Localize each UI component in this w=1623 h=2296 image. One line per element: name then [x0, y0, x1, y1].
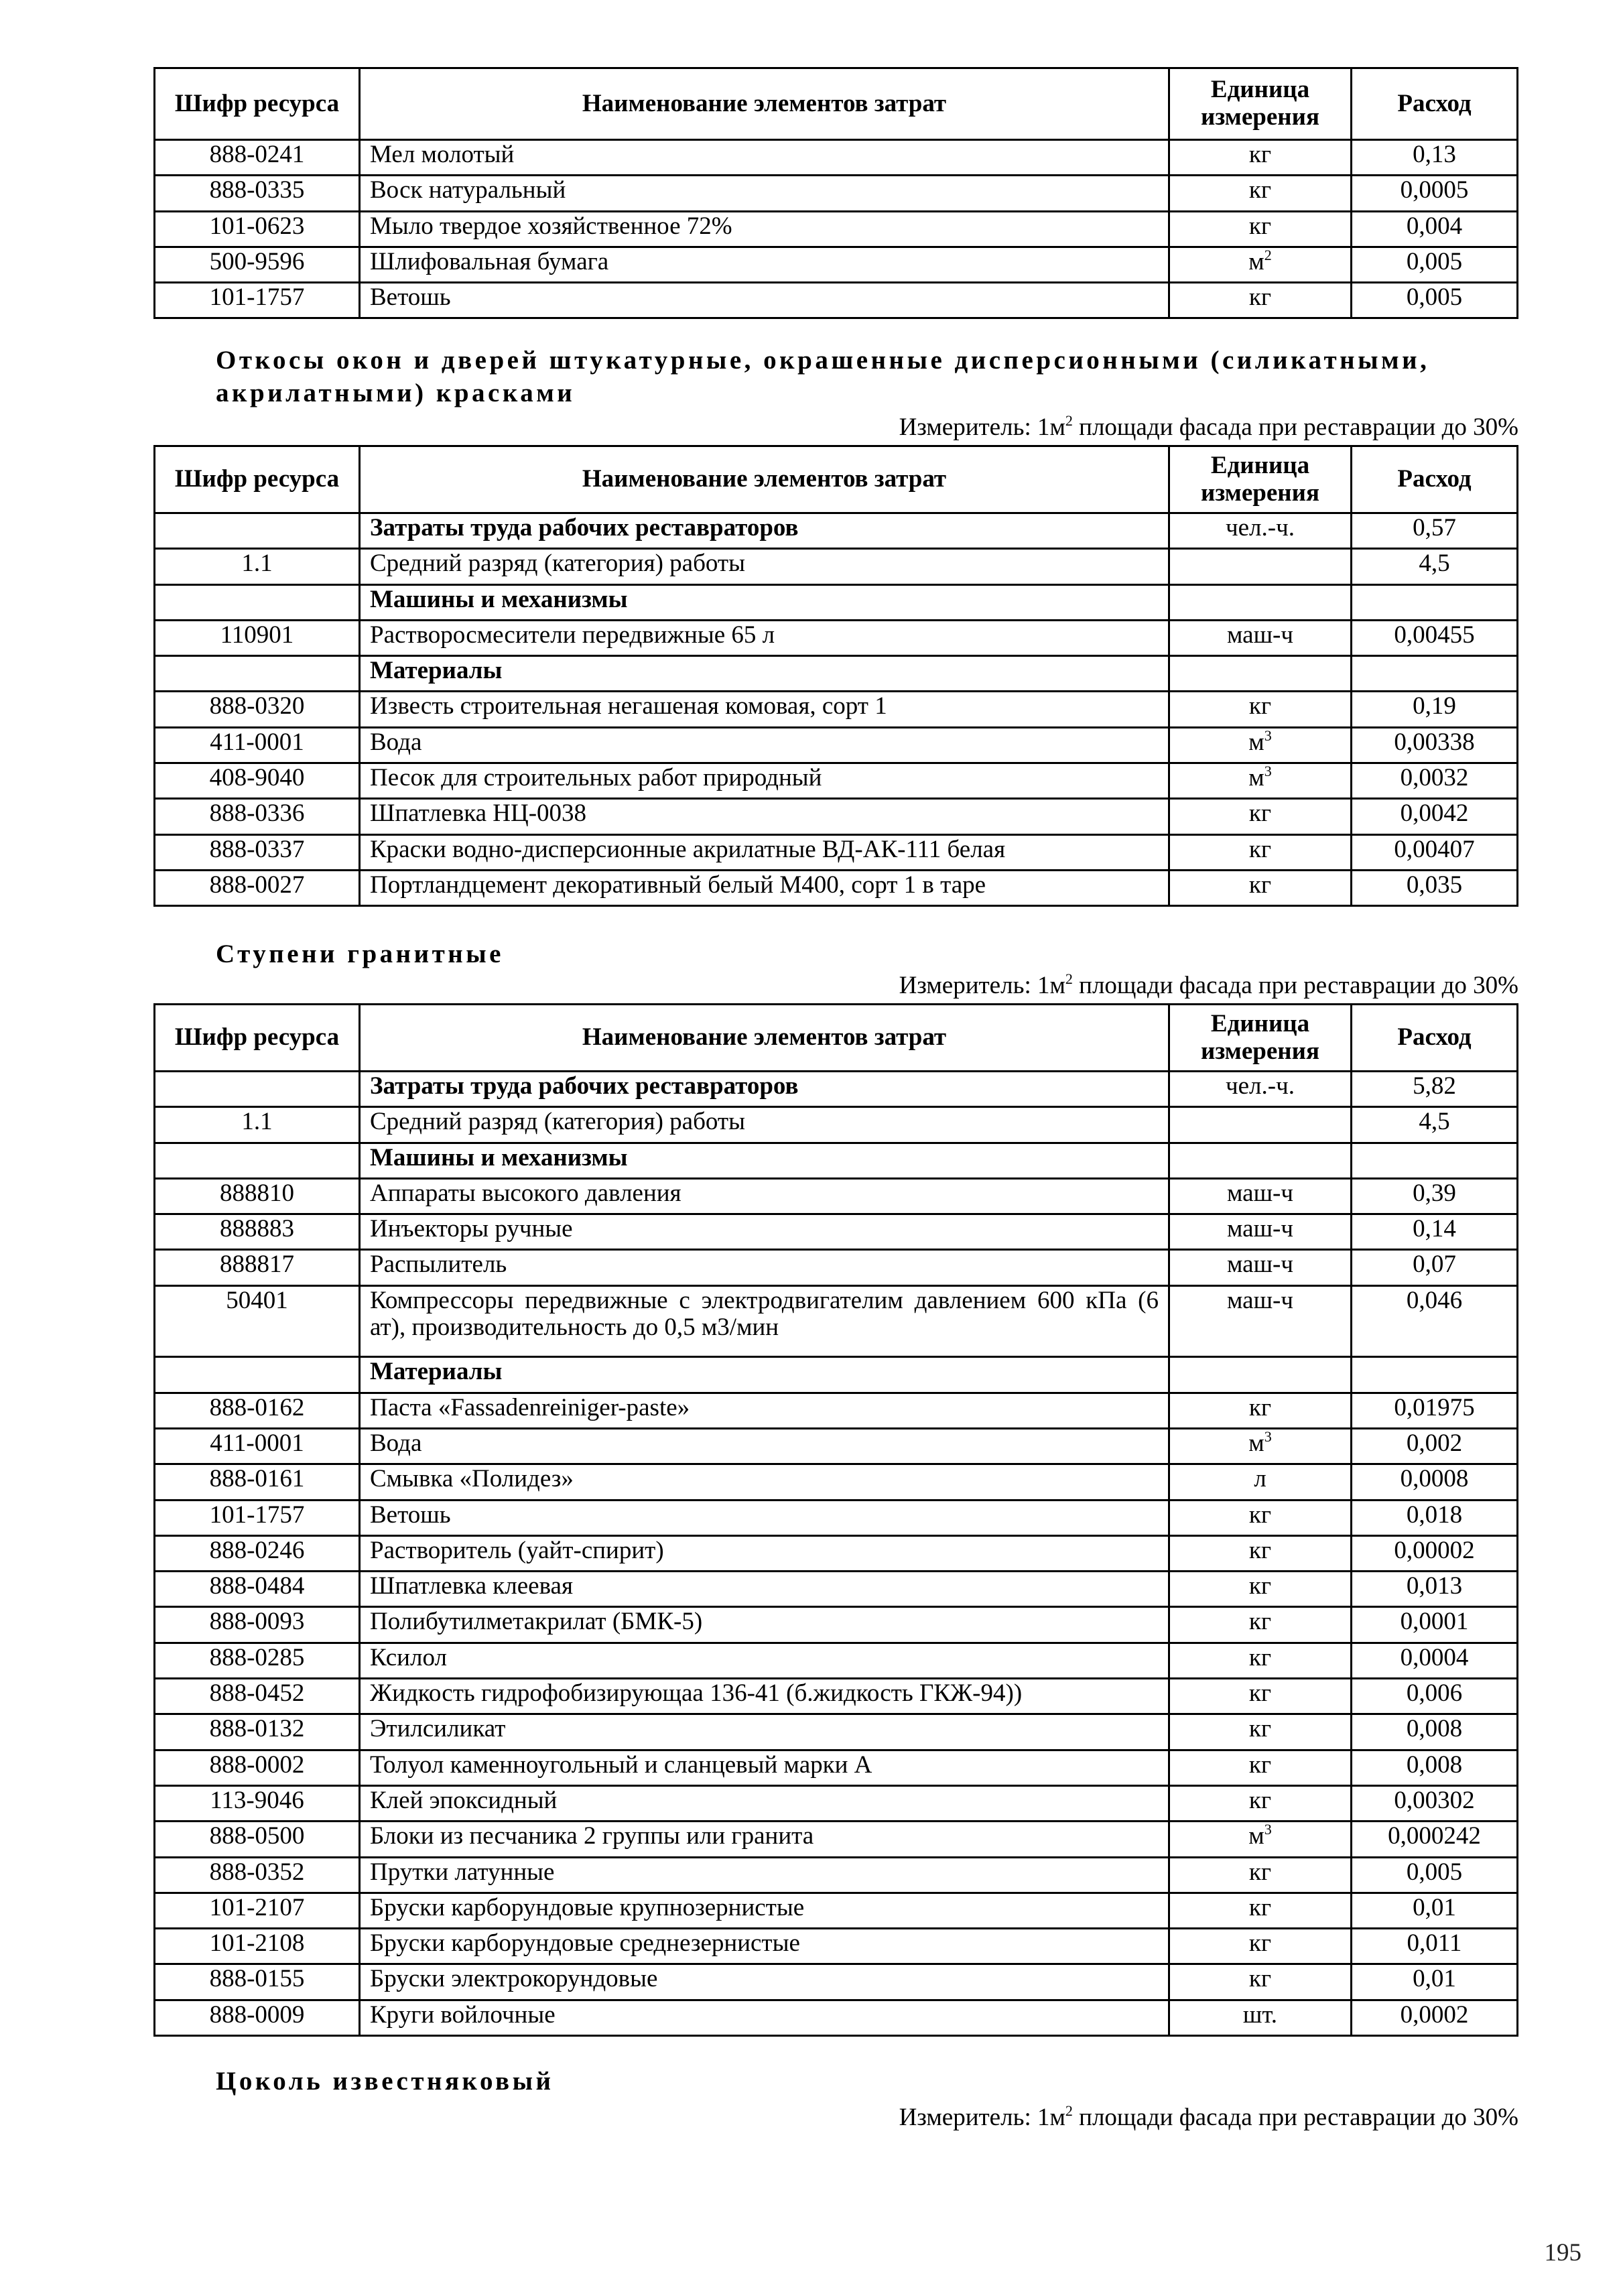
resource-code: 888-0161 — [155, 1464, 360, 1500]
consumption-value: 4,5 — [1352, 1107, 1518, 1143]
table-row — [155, 1964, 1518, 2000]
consumption-value: 0,006 — [1352, 1679, 1518, 1714]
header-unit: Единица измерения — [1169, 68, 1352, 140]
unit-of-measure — [1169, 1643, 1352, 1678]
unit-of-measure — [1169, 1893, 1352, 1928]
unit-text: кг — [1248, 1643, 1272, 1671]
consumption-value: 0,00338 — [1352, 727, 1518, 763]
unit-text: кг — [1248, 1536, 1272, 1564]
consumption-value: 0,0005 — [1352, 176, 1518, 211]
consumption-value: 0,13 — [1352, 140, 1518, 176]
resource-code: 888-0002 — [155, 1750, 360, 1785]
unit-text: кг — [1248, 1393, 1272, 1421]
cost-element-name: Ксилол — [360, 1643, 1169, 1678]
consumption-value: 0,14 — [1352, 1214, 1518, 1250]
resource-code: 888883 — [155, 1214, 360, 1250]
table-row — [155, 1857, 1518, 1893]
resource-code: 888-0162 — [155, 1393, 360, 1428]
unit-of-measure — [1169, 1750, 1352, 1785]
table-row — [155, 549, 1518, 584]
unit-of-measure — [1169, 1572, 1352, 1607]
cost-element-name: Паста «Fassadenreiniger-paste» — [360, 1393, 1169, 1428]
consumption-value: 0,035 — [1352, 870, 1518, 905]
cost-element-name: Воск натуральный — [360, 176, 1169, 211]
unit-of-measure — [1169, 1500, 1352, 1535]
header-consumption: Расход — [1352, 68, 1518, 140]
unit-of-measure — [1169, 1929, 1352, 1964]
table-row — [155, 211, 1518, 247]
unit-of-measure — [1169, 1393, 1352, 1428]
resource-table-2 — [153, 445, 1518, 907]
consumption-value: 0,01975 — [1352, 1393, 1518, 1428]
cost-element-name: Материалы — [360, 656, 1169, 692]
unit-text: чел.-ч. — [1226, 514, 1295, 541]
cost-element-name: Шлифовальная бумага — [360, 247, 1169, 282]
resource-code: 408-9040 — [155, 763, 360, 799]
resource-table-1 — [153, 67, 1518, 319]
consumption-value: 0,046 — [1352, 1285, 1518, 1357]
resource-code: 888-0027 — [155, 870, 360, 905]
cost-element-name: Растворитель (уайт-спирит) — [360, 1535, 1169, 1571]
unit-of-measure — [1169, 247, 1352, 282]
cost-element-name: Портландцемент декоративный белый М400, сорт 1 в таре — [360, 870, 1169, 905]
resource-code: 888-0500 — [155, 1822, 360, 1857]
table-row — [155, 1500, 1518, 1535]
unit-exponent: 3 — [1264, 1427, 1272, 1445]
resource-code: 888-0337 — [155, 834, 360, 870]
unit-of-measure — [1169, 1250, 1352, 1285]
resource-table-3 — [153, 1003, 1518, 2037]
cost-element-name: Бруски карборундовые среднезернистые — [360, 1929, 1169, 1964]
resource-code: 888-0484 — [155, 1572, 360, 1607]
unit-of-measure — [1169, 656, 1352, 692]
cost-element-name: Компрессоры передвижные с электродвигателим давлением 600 кПа (6 ат), производительность до 0,5 м3/мин — [360, 1285, 1169, 1357]
cost-element-name: Средний разряд (категория) работы — [360, 1107, 1169, 1143]
unit-text: шт. — [1242, 2000, 1278, 2029]
resource-code: 411-0001 — [155, 1428, 360, 1464]
resource-code: 101-1757 — [155, 283, 360, 318]
resource-code: 888-0155 — [155, 1964, 360, 2000]
cost-element-name: Песок для строительных работ природный — [360, 763, 1169, 799]
unit-text: кг — [1248, 1608, 1272, 1636]
resource-code: 1.1 — [155, 549, 360, 584]
unit-of-measure — [1169, 692, 1352, 727]
unit-text: маш-ч — [1226, 1251, 1293, 1279]
cost-element-name: Распылитель — [360, 1250, 1169, 1285]
header-unit: Единица измерения — [1169, 446, 1352, 513]
header-code: Шифр ресурса — [155, 446, 360, 513]
cost-element-name: Клей эпоксидный — [360, 1785, 1169, 1821]
unit-exponent: 3 — [1264, 726, 1272, 744]
table-row — [155, 1714, 1518, 1750]
cost-element-name: Полибутилметакрилат (БМК-5) — [360, 1607, 1169, 1643]
measure-unit-note: Измеритель: $1м^2$ площади фасада при реставрации до 30% — [899, 412, 1518, 441]
resource-code: 101-2108 — [155, 1929, 360, 1964]
resource-code: 888-0132 — [155, 1714, 360, 1750]
unit-text: кг — [1248, 176, 1272, 204]
unit-text: кг — [1248, 1858, 1272, 1886]
table-row — [155, 1143, 1518, 1178]
unit-of-measure — [1169, 140, 1352, 176]
resource-code: 888817 — [155, 1250, 360, 1285]
cost-element-name: Вода — [360, 727, 1169, 763]
consumption-value: 4,5 — [1352, 549, 1518, 584]
unit-text: кг — [1248, 800, 1272, 828]
table-row — [155, 2000, 1518, 2035]
unit-of-measure — [1169, 1607, 1352, 1643]
cost-element-name: Растворосмесители передвижные 65 л — [360, 620, 1169, 655]
resource-code: 888-0352 — [155, 1857, 360, 1893]
table-row — [155, 1357, 1518, 1393]
resource-code: 888-0246 — [155, 1535, 360, 1571]
cost-element-name: Мыло твердое хозяйственное 72% — [360, 211, 1169, 247]
consumption-value: 0,005 — [1352, 247, 1518, 282]
consumption-value: 0,01 — [1352, 1893, 1518, 1928]
cost-element-name: Известь строительная негашеная комовая, сорт 1 — [360, 692, 1169, 727]
resource-code: 888810 — [155, 1178, 360, 1214]
consumption-value — [1352, 584, 1518, 620]
table-row — [155, 1214, 1518, 1250]
unit-text: кг — [1248, 1501, 1272, 1529]
table-row — [155, 620, 1518, 655]
resource-code — [155, 513, 360, 549]
unit-text: кг — [1248, 835, 1272, 863]
table-row — [155, 1572, 1518, 1607]
table-row — [155, 1535, 1518, 1571]
consumption-value — [1352, 1357, 1518, 1393]
header-code: Шифр ресурса — [155, 68, 360, 140]
consumption-value — [1352, 656, 1518, 692]
unit-of-measure — [1169, 1428, 1352, 1464]
consumption-value: 0,00407 — [1352, 834, 1518, 870]
consumption-value: 0,00002 — [1352, 1535, 1518, 1571]
header-name: Наименование элементов затрат — [360, 68, 1169, 140]
resource-code: 888-0320 — [155, 692, 360, 727]
cost-element-name: Толуол каменноугольный и сланцевый марки А — [360, 1750, 1169, 1785]
unit-of-measure — [1169, 763, 1352, 799]
consumption-value: 5,82 — [1352, 1072, 1518, 1107]
table-row — [155, 1393, 1518, 1428]
resource-code: 888-0452 — [155, 1679, 360, 1714]
header-unit: Единица измерения — [1169, 1005, 1352, 1072]
unit-text: кг — [1248, 692, 1272, 720]
table-row — [155, 140, 1518, 176]
resource-code: 411-0001 — [155, 727, 360, 763]
cost-element-name: Мел молотый — [360, 140, 1169, 176]
cost-element-name: Круги войлочные — [360, 2000, 1169, 2035]
cost-element-name: Инъекторы ручные — [360, 1214, 1169, 1250]
cost-element-name: Ветошь — [360, 283, 1169, 318]
table-row — [155, 727, 1518, 763]
unit-exponent: 3 — [1264, 763, 1272, 780]
unit-text: кг — [1248, 1893, 1272, 1921]
unit-text: маш-ч — [1226, 1179, 1293, 1207]
table-row — [155, 1929, 1518, 1964]
cost-element-name: Машины и механизмы — [360, 1143, 1169, 1178]
unit-text: м — [1248, 1429, 1264, 1457]
header-consumption: Расход — [1352, 1005, 1518, 1072]
table-row — [155, 870, 1518, 905]
table-row — [155, 834, 1518, 870]
resource-code: 113-9046 — [155, 1785, 360, 1821]
unit-text: кг — [1248, 1750, 1272, 1779]
resource-code: 888-0241 — [155, 140, 360, 176]
measure-unit-note: Измеритель: $1м^2$ площади фасада при реставрации до 30% — [899, 2102, 1518, 2131]
table-row — [155, 1107, 1518, 1143]
resource-code: 101-0623 — [155, 211, 360, 247]
resource-code: 50401 — [155, 1285, 360, 1357]
table-row — [155, 1893, 1518, 1928]
consumption-value: 0,0008 — [1352, 1464, 1518, 1500]
consumption-value: 0,57 — [1352, 513, 1518, 549]
table-row — [155, 513, 1518, 549]
resource-code: 101-1757 — [155, 1500, 360, 1535]
table-row — [155, 283, 1518, 318]
unit-of-measure — [1169, 549, 1352, 584]
consumption-value: 0,39 — [1352, 1178, 1518, 1214]
unit-of-measure — [1169, 1785, 1352, 1821]
unit-of-measure — [1169, 584, 1352, 620]
cost-element-name: Бруски карборундовые крупнозернистые — [360, 1893, 1169, 1928]
resource-code — [155, 1357, 360, 1393]
unit-text: кг — [1248, 1715, 1272, 1743]
table-row — [155, 1285, 1518, 1357]
cost-element-name: Краски водно-дисперсионные акрилатные ВД-АК-111 белая — [360, 834, 1169, 870]
consumption-value: 0,00302 — [1352, 1785, 1518, 1821]
resource-code: 110901 — [155, 620, 360, 655]
unit-of-measure — [1169, 1679, 1352, 1714]
cost-element-name: Аппараты высокого давления — [360, 1178, 1169, 1214]
unit-text: кг — [1248, 141, 1272, 168]
unit-exponent: 2 — [1264, 246, 1272, 263]
header-code: Шифр ресурса — [155, 1005, 360, 1072]
resource-code: 1.1 — [155, 1107, 360, 1143]
table-row — [155, 692, 1518, 727]
cost-element-name: Шпатлевка НЦ-0038 — [360, 799, 1169, 834]
consumption-value: 0,004 — [1352, 211, 1518, 247]
unit-of-measure — [1169, 1107, 1352, 1143]
cost-element-name: Вода — [360, 1428, 1169, 1464]
measure-unit-note: Измеритель: $1м^2$ площади фасада при реставрации до 30% — [899, 970, 1518, 999]
unit-text: кг — [1248, 1679, 1272, 1708]
resource-code: 101-2107 — [155, 1893, 360, 1928]
unit-of-measure — [1169, 870, 1352, 905]
unit-of-measure — [1169, 211, 1352, 247]
unit-of-measure — [1169, 799, 1352, 834]
table-row — [155, 1785, 1518, 1821]
table-row — [155, 247, 1518, 282]
consumption-value: 0,013 — [1352, 1572, 1518, 1607]
table-row — [155, 1072, 1518, 1107]
unit-text: м — [1248, 1822, 1264, 1850]
unit-of-measure — [1169, 727, 1352, 763]
unit-text: кг — [1248, 283, 1272, 312]
resource-code: 888-0093 — [155, 1607, 360, 1643]
cost-element-name: Блоки из песчаника 2 группы или гранита — [360, 1822, 1169, 1857]
cost-element-name: Этилсиликат — [360, 1714, 1169, 1750]
cost-element-name: Затраты труда рабочих реставраторов — [360, 1072, 1169, 1107]
consumption-value: 0,005 — [1352, 283, 1518, 318]
consumption-value: 0,005 — [1352, 1857, 1518, 1893]
table-row — [155, 1178, 1518, 1214]
consumption-value: 0,07 — [1352, 1250, 1518, 1285]
consumption-value: 0,0002 — [1352, 2000, 1518, 2035]
unit-of-measure — [1169, 620, 1352, 655]
table-row — [155, 1750, 1518, 1785]
unit-of-measure — [1169, 1357, 1352, 1393]
table-row — [155, 1464, 1518, 1500]
cost-element-name: Ветошь — [360, 1500, 1169, 1535]
resource-code — [155, 1143, 360, 1178]
table-row — [155, 584, 1518, 620]
cost-element-name: Бруски электрокорундовые — [360, 1964, 1169, 2000]
cost-element-name: Прутки латунные — [360, 1857, 1169, 1893]
unit-of-measure — [1169, 513, 1352, 549]
unit-text: л — [1254, 1465, 1267, 1493]
consumption-value: 0,002 — [1352, 1428, 1518, 1464]
consumption-value: 0,018 — [1352, 1500, 1518, 1535]
unit-text: м — [1248, 728, 1264, 756]
unit-text: м — [1248, 764, 1264, 792]
unit-of-measure — [1169, 1822, 1352, 1857]
header-consumption: Расход — [1352, 446, 1518, 513]
section-title: Цоколь известняковый — [216, 2067, 554, 2096]
consumption-value — [1352, 1143, 1518, 1178]
unit-exponent: 3 — [1264, 1821, 1272, 1838]
unit-of-measure — [1169, 834, 1352, 870]
unit-of-measure — [1169, 1143, 1352, 1178]
resource-code: 888-0285 — [155, 1643, 360, 1678]
unit-text: кг — [1248, 871, 1272, 899]
cost-element-name: Затраты труда рабочих реставраторов — [360, 513, 1169, 549]
page-number: 195 — [1544, 2239, 1581, 2267]
table-row — [155, 1822, 1518, 1857]
consumption-value: 0,000242 — [1352, 1822, 1518, 1857]
consumption-value: 0,19 — [1352, 692, 1518, 727]
resource-code — [155, 584, 360, 620]
table-row — [155, 656, 1518, 692]
unit-text: кг — [1248, 212, 1272, 240]
header-name: Наименование элементов затрат — [360, 1005, 1169, 1072]
unit-of-measure — [1169, 1464, 1352, 1500]
consumption-value: 0,0042 — [1352, 799, 1518, 834]
unit-of-measure — [1169, 176, 1352, 211]
unit-of-measure — [1169, 1535, 1352, 1571]
resource-code: 888-0009 — [155, 2000, 360, 2035]
unit-of-measure — [1169, 1857, 1352, 1893]
unit-of-measure — [1169, 1072, 1352, 1107]
table-row — [155, 763, 1518, 799]
cost-element-name: Шпатлевка клеевая — [360, 1572, 1169, 1607]
consumption-value: 0,0001 — [1352, 1607, 1518, 1643]
header-name: Наименование элементов затрат — [360, 446, 1169, 513]
consumption-value: 0,00455 — [1352, 620, 1518, 655]
consumption-value: 0,008 — [1352, 1750, 1518, 1785]
table-row — [155, 1607, 1518, 1643]
unit-text: кг — [1248, 1965, 1272, 1993]
resource-code: 888-0335 — [155, 176, 360, 211]
cost-element-name: Материалы — [360, 1357, 1169, 1393]
resource-code — [155, 1072, 360, 1107]
section-title: Ступени гранитные — [216, 940, 504, 968]
unit-of-measure — [1169, 1714, 1352, 1750]
section-title: Откосы окон и дверей штукатурные, окрашенные дисперсионными (силикатными, акрилатными) красками — [216, 346, 1430, 407]
cost-element-name: Жидкость гидрофобизирующаа 136-41 (б.жидкость ГКЖ-94)) — [360, 1679, 1169, 1714]
unit-text: кг — [1248, 1572, 1272, 1600]
table-row — [155, 799, 1518, 834]
unit-of-measure — [1169, 2000, 1352, 2035]
consumption-value: 0,0032 — [1352, 763, 1518, 799]
table-row — [155, 176, 1518, 211]
resource-code: 888-0336 — [155, 799, 360, 834]
consumption-value: 0,01 — [1352, 1964, 1518, 2000]
cost-element-name: Средний разряд (категория) работы — [360, 549, 1169, 584]
consumption-value: 0,011 — [1352, 1929, 1518, 1964]
cost-element-name: Смывка «Полидез» — [360, 1464, 1169, 1500]
table-row — [155, 1250, 1518, 1285]
unit-text: кг — [1248, 1786, 1272, 1814]
cost-element-name: Машины и механизмы — [360, 584, 1169, 620]
resource-code — [155, 656, 360, 692]
unit-of-measure — [1169, 1285, 1352, 1357]
consumption-value: 0,008 — [1352, 1714, 1518, 1750]
unit-of-measure — [1169, 1964, 1352, 2000]
unit-text: маш-ч — [1226, 1286, 1293, 1314]
unit-of-measure — [1169, 1214, 1352, 1250]
unit-text: кг — [1248, 1929, 1272, 1958]
table-row — [155, 1643, 1518, 1678]
unit-of-measure — [1169, 283, 1352, 318]
table-row — [155, 1679, 1518, 1714]
unit-of-measure — [1169, 1178, 1352, 1214]
unit-text: м — [1248, 247, 1264, 275]
resource-code: 500-9596 — [155, 247, 360, 282]
consumption-value: 0,0004 — [1352, 1643, 1518, 1678]
unit-text: маш-ч — [1226, 1215, 1293, 1243]
unit-text: маш-ч — [1226, 621, 1293, 649]
table-row — [155, 1428, 1518, 1464]
unit-text: чел.-ч. — [1226, 1072, 1295, 1100]
